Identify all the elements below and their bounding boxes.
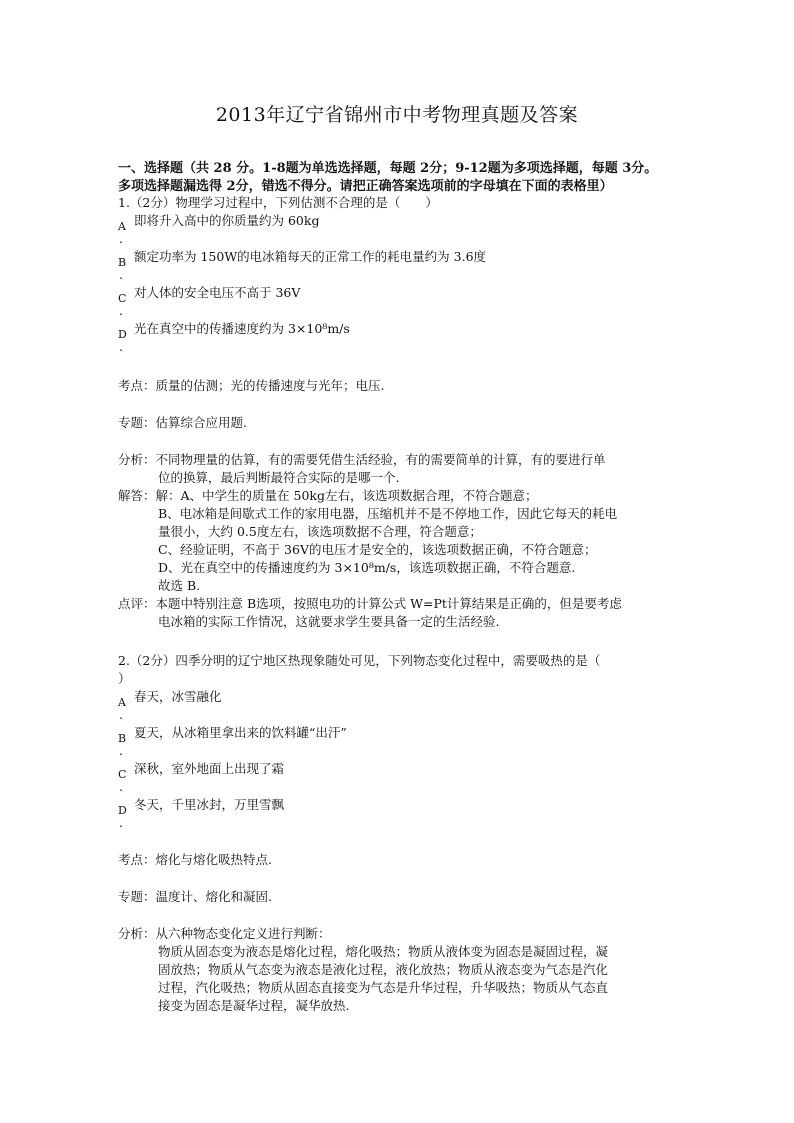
option-letter: D [118, 328, 127, 341]
question-1-zhuanti [118, 414, 698, 432]
jieda-line: 量很小，大约 0.5度左右，该选项数据不合理，符合题意； [158, 524, 482, 539]
jieda-line: C、经验证明，不高于 36V的电压才是安全的，该选项数据正确，不符合题意； [158, 542, 597, 557]
question-2-option-c [118, 760, 698, 796]
fenxi-label: 分析： [118, 926, 156, 941]
dianping-line: 本题中特别注意 B选项，按照电功的计算公式 W=Pt计算结果是正确的，但是要考虑 [155, 596, 622, 611]
option-text: 额定功率为 150W的电冰箱每天的正常工作的耗电量约为 3.6度 [134, 249, 487, 264]
jieda-label: 解答： [118, 488, 156, 503]
jieda-line: 故选 B. [158, 578, 201, 593]
kaodian-text: 质量的估测；光的传播速度与光年；电压. [155, 378, 385, 393]
jieda-line: D、光在真空中的传播速度约为 3×10⁸m/s，该选项数据正确，不符合题意. [158, 560, 576, 575]
fenxi-label: 分析： [118, 452, 156, 467]
zhuanti-label: 专题： [118, 889, 156, 904]
zhuanti-text: 温度计、熔化和凝固. [155, 889, 272, 904]
option-dot: . [119, 816, 123, 830]
option-text: 光在真空中的传播速度约为 3×10⁸m/s [134, 321, 350, 336]
question-2-kaodian [118, 851, 698, 869]
question-1-option-c [118, 284, 698, 320]
question-1-kaodian [118, 377, 698, 395]
option-letter: A [118, 220, 126, 233]
zhuanti-text: 估算综合应用题. [155, 415, 247, 430]
question-2-stem-end: ） [118, 671, 131, 686]
option-dot: . [119, 268, 123, 282]
question-2 [118, 652, 698, 832]
question-1-option-b [118, 248, 698, 284]
question-1-stem: 1.（2分）物理学习过程中，下列估测不合理的是（ ） [118, 195, 438, 210]
kaodian-text: 熔化与熔化吸热特点. [155, 852, 272, 867]
option-text: 冬天，千里冰封，万里雪飘 [134, 797, 285, 812]
fenxi-line: 位的换算，最后判断最符合实际的是哪一个. [158, 470, 400, 485]
option-letter: A [118, 696, 126, 709]
jieda-line: B、电冰箱是间歇式工作的家用电器，压缩机并不是不停地工作，因此它每天的耗电 [158, 506, 618, 521]
option-dot: . [119, 304, 123, 318]
question-2-option-d [118, 796, 698, 832]
jieda-line: 解：A、中学生的质量在 50kg左右，该选项数据合理，不符合题意； [155, 488, 538, 503]
zhuanti-label: 专题： [118, 415, 156, 430]
fenxi-line: 不同物理量的估算，有的需要凭借生活经验，有的需要简单的计算，有的要进行单 [155, 452, 606, 467]
option-text: 即将升入高中的你质量约为 60kg [134, 213, 320, 228]
question-1 [118, 194, 698, 356]
section-heading-line-1: 一、选择题（共 28 分。1-8题为单选选择题，每题 2分；9-12题为多项选择题，每题 3分。 [118, 161, 658, 176]
option-letter: D [118, 804, 127, 817]
section-heading-line-2: 多项选择题漏选得 2分，错选不得分。请把正确答案选项前的字母填在下面的表格里） [118, 179, 613, 194]
section-heading [118, 160, 698, 196]
option-dot: . [119, 708, 123, 722]
dianping-label: 点评： [118, 596, 156, 611]
document-title: 2013年辽宁省锦州市中考物理真题及答案 [215, 104, 579, 126]
option-text: 对人体的安全电压不高于 36V [134, 285, 301, 300]
option-letter: C [118, 768, 127, 781]
fenxi-line: 接变为固态是凝华过程，凝华放热. [158, 998, 350, 1013]
question-2-option-b [118, 724, 698, 760]
option-text: 夏天，从冰箱里拿出来的饮料罐“出汗” [134, 725, 347, 740]
option-letter: C [118, 292, 127, 305]
question-2-stem: 2.（2分）四季分明的辽宁地区热现象随处可见，下列物态变化过程中，需要吸热的是（ [118, 653, 601, 668]
kaodian-label: 考点： [118, 378, 156, 393]
option-dot: . [119, 340, 123, 354]
fenxi-line: 固放热；物质从气态变为液态是液化过程，液化放热；物质从液态变为气态是汽化 [158, 962, 609, 977]
fenxi-line: 过程，汽化吸热；物质从固态直接变为气态是升华过程，升华吸热；物质从气态直 [158, 980, 609, 995]
question-2-analysis [118, 925, 698, 1015]
question-1-option-d [118, 320, 698, 356]
question-2-zhuanti [118, 888, 698, 906]
question-1-analysis [118, 451, 698, 631]
option-text: 春天，冰雪融化 [134, 689, 222, 704]
option-dot: . [119, 780, 123, 794]
question-2-option-a [118, 688, 698, 724]
option-dot: . [119, 744, 123, 758]
dianping-line: 电冰箱的实际工作情况，这就要求学生要具备一定的生活经验. [158, 614, 500, 629]
option-dot: . [119, 232, 123, 246]
fenxi-line: 从六种物态变化定义进行判断： [155, 926, 331, 941]
option-text: 深秋，室外地面上出现了霜 [134, 761, 285, 776]
option-letter: B [118, 732, 127, 745]
fenxi-line: 物质从固态变为液态是熔化过程，熔化吸热；物质从液体变为固态是凝固过程，凝 [158, 944, 609, 959]
option-letter: B [118, 256, 127, 269]
question-1-option-a [118, 212, 698, 248]
kaodian-label: 考点： [118, 852, 156, 867]
